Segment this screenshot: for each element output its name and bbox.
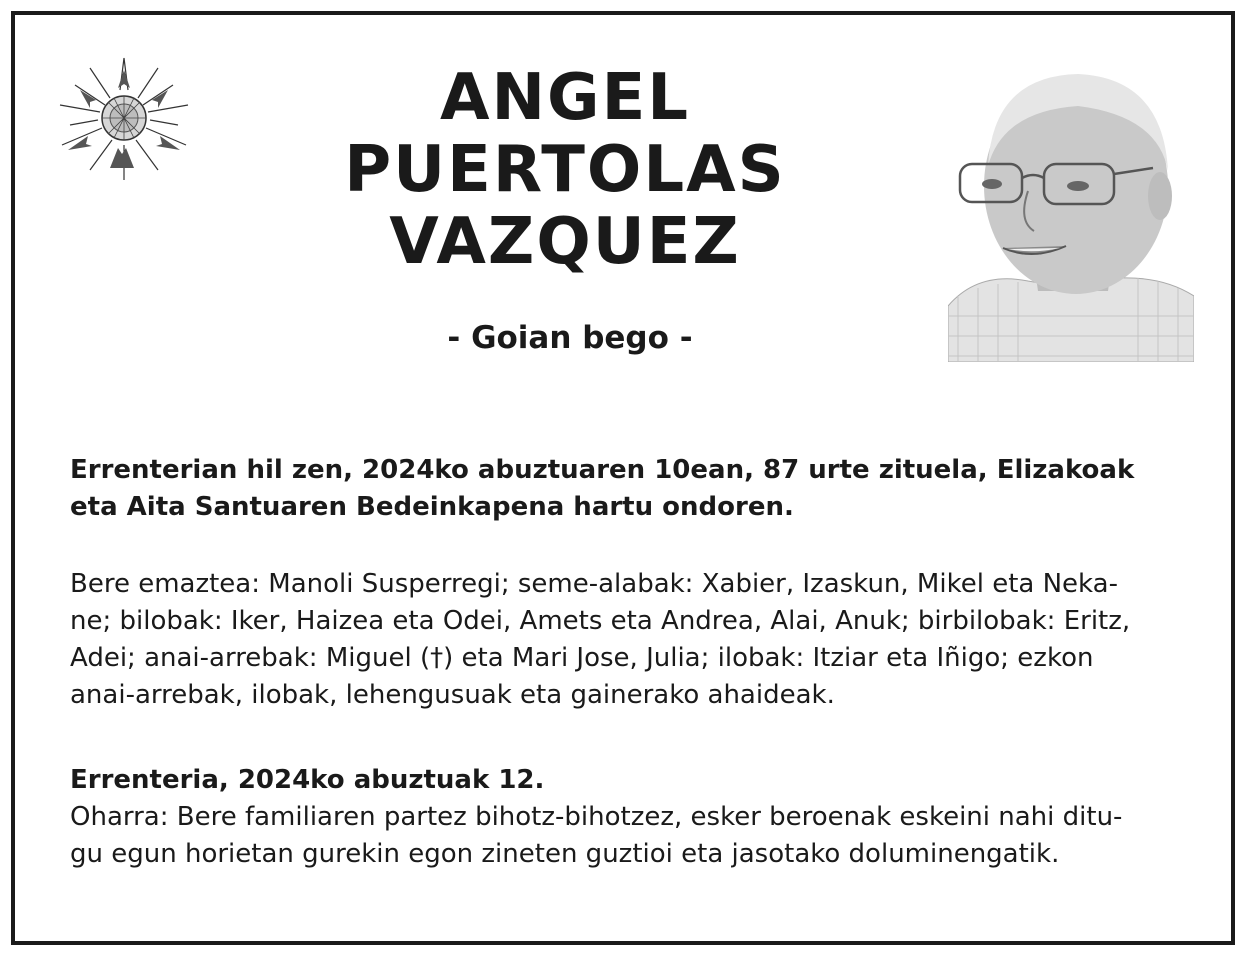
intro-line-2: eta Aita Santuaren Bedeinkapena hartu ondoren.	[70, 492, 794, 522]
place-date: Errenteria, 2024ko abuztuak 12.	[70, 765, 545, 795]
family-line-2: ne; bilobak: Iker, Haizea eta Odei, Amets eta Andrea, Alai, Anuk; birbilobak: Eritz,	[70, 606, 1131, 636]
note-line-2: gu egun horietan gurekin egon zineten guztioi eta jasotako doluminengatik.	[70, 839, 1060, 869]
intro-line-1: Errenterian hil zen, 2024ko abuztuaren 10ean, 87 urte zituela, Elizakoak	[70, 455, 1135, 485]
thistle-icon	[50, 50, 198, 185]
death-announcement	[70, 452, 1180, 526]
portrait-photo	[948, 56, 1194, 362]
family-line-3: Adei; anai-arrebak: Miguel (†) eta Mari Jose, Julia; ilobak: Itziar eta Iñigo; ezkon	[70, 643, 1094, 673]
thanks-note	[70, 799, 1180, 873]
note-line-1: Oharra: Bere familiaren partez bihotz-bihotzez, esker beroenak eskeini nahi ditu-	[70, 802, 1123, 832]
deceased-name	[330, 62, 800, 278]
name-line-3: VAZQUEZ	[389, 205, 741, 279]
family-line-4: anai-arrebak, ilobak, lehengusuak eta gainerako ahaideak.	[70, 680, 835, 710]
name-line-2: PUERTOLAS	[344, 133, 786, 207]
family-line-1: Bere emaztea: Manoli Susperregi; seme-alabak: Xabier, Izaskun, Mikel eta Neka-	[70, 569, 1118, 599]
name-line-1: ANGEL	[439, 61, 691, 135]
rest-in-peace-motto: - Goian bego -	[447, 320, 693, 356]
family-list	[70, 566, 1180, 714]
